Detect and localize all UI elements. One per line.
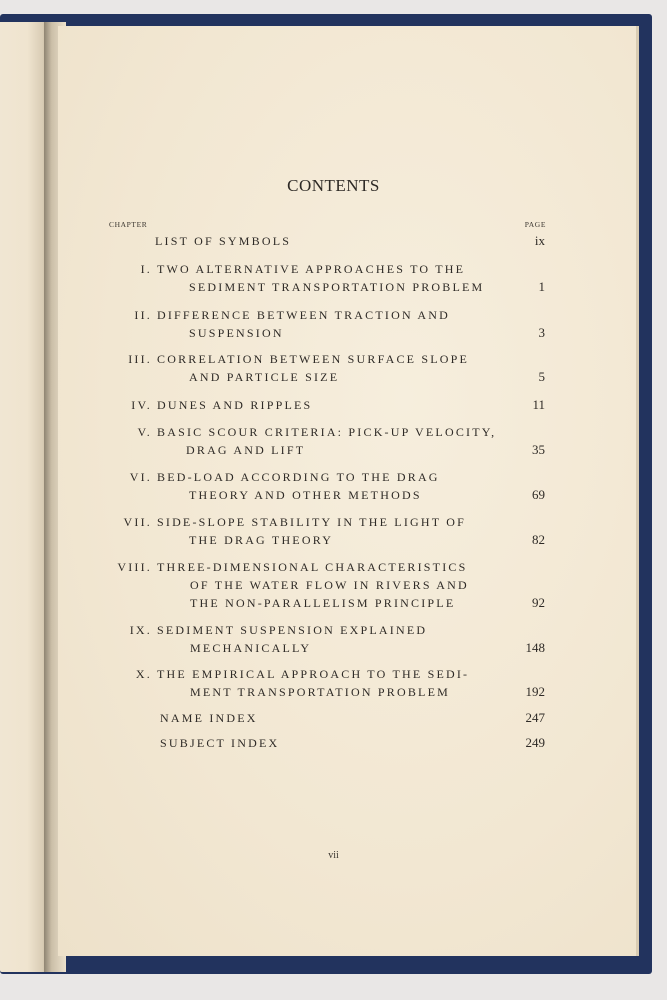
- chapter-numeral: V.: [137, 425, 152, 439]
- page-edge: [636, 26, 639, 956]
- chapter-numeral: VIII.: [117, 560, 152, 574]
- page-reference: 11: [532, 397, 545, 412]
- chapter-numeral: IX.: [129, 623, 152, 637]
- chapter-title-line: THEORY AND OTHER METHODS: [189, 488, 422, 502]
- chapter-title-line: LIST OF SYMBOLS: [155, 234, 292, 248]
- chapter-numeral: II.: [134, 308, 152, 322]
- chapter-title-line: DIFFERENCE BETWEEN TRACTION AND: [157, 308, 450, 322]
- page-title: CONTENTS: [287, 176, 380, 195]
- chapter-numeral: III.: [128, 352, 152, 366]
- chapter-title-line: THE EMPIRICAL APPROACH TO THE SEDI-: [157, 667, 470, 681]
- page-reference: 35: [532, 442, 545, 457]
- chapter-title-line: THREE-DIMENSIONAL CHARACTERISTICS: [157, 560, 468, 574]
- chapter-title-line: DUNES AND RIPPLES: [157, 398, 313, 412]
- chapter-title-line: MECHANICALLY: [190, 641, 312, 655]
- chapter-title-line: DRAG AND LIFT: [186, 443, 306, 457]
- page-column-label: PAGE: [524, 220, 546, 229]
- left-page: [0, 22, 50, 972]
- chapter-title-line: MENT TRANSPORTATION PROBLEM: [190, 685, 450, 699]
- chapter-numeral: I.: [140, 262, 152, 276]
- page-reference: 249: [525, 735, 545, 750]
- chapter-title-line: NAME INDEX: [160, 711, 258, 725]
- chapter-title-line: BED-LOAD ACCORDING TO THE DRAG: [157, 470, 440, 484]
- page-reference: 82: [532, 532, 545, 547]
- page-reference: 92: [532, 595, 545, 610]
- page-reference: 148: [525, 640, 545, 655]
- chapter-title-line: AND PARTICLE SIZE: [189, 370, 340, 384]
- chapter-title-line: CORRELATION BETWEEN SURFACE SLOPE: [157, 352, 470, 366]
- chapter-title-line: SEDIMENT SUSPENSION EXPLAINED: [157, 623, 428, 637]
- chapter-title-line: THE NON-PARALLELISM PRINCIPLE: [190, 596, 456, 610]
- page-reference: 5: [538, 369, 545, 384]
- chapter-title-line: SUSPENSION: [189, 326, 284, 340]
- page-reference: 3: [538, 325, 545, 340]
- page-reference: 1: [538, 279, 545, 294]
- chapter-column-label: CHAPTER: [109, 220, 148, 229]
- page-number: vii: [328, 850, 339, 861]
- chapter-numeral: VII.: [123, 515, 152, 529]
- page-reference: 247: [525, 710, 545, 725]
- chapter-numeral: VI.: [129, 470, 152, 484]
- chapter-title-line: SEDIMENT TRANSPORTATION PROBLEM: [189, 280, 485, 294]
- chapter-title-line: BASIC SCOUR CRITERIA: PICK-UP VELOCITY,: [157, 425, 497, 439]
- chapter-numeral: IV.: [131, 398, 152, 412]
- chapter-title-line: SUBJECT INDEX: [160, 736, 280, 750]
- page-reference: ix: [534, 233, 545, 248]
- chapter-title-line: THE DRAG THEORY: [189, 533, 334, 547]
- chapter-title-line: TWO ALTERNATIVE APPROACHES TO THE: [157, 262, 466, 276]
- chapter-numeral: X.: [135, 667, 152, 681]
- chapter-title-line: SIDE-SLOPE STABILITY IN THE LIGHT OF: [157, 515, 467, 529]
- page-reference: 69: [532, 487, 545, 502]
- chapter-title-line: OF THE WATER FLOW IN RIVERS AND: [190, 578, 469, 592]
- page-reference: 192: [525, 684, 545, 699]
